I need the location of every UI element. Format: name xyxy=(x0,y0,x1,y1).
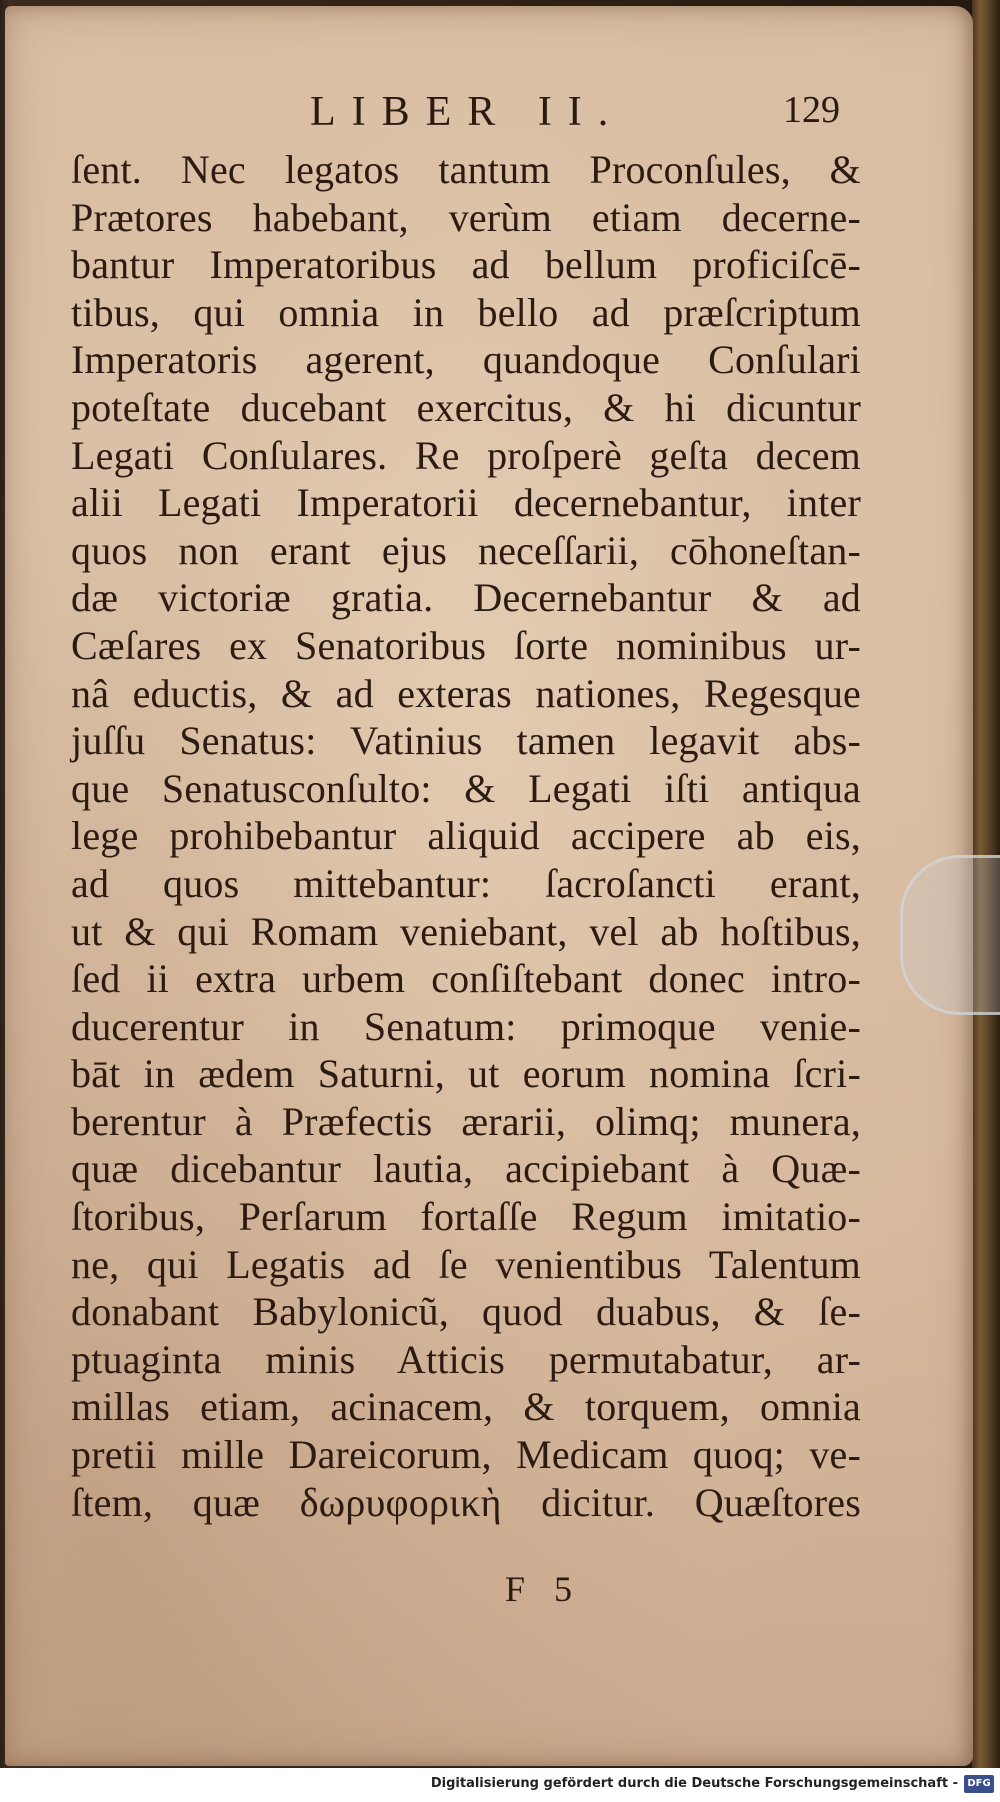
text-line: quos non erant ejus neceſſarii, cōhoneſtan- xyxy=(71,527,861,573)
digitization-footer xyxy=(0,1768,1000,1802)
text-line: millas etiam, acinacem, & torquem, omnia xyxy=(71,1384,861,1430)
text-line: dæ victoriæ gratia. Decernebantur & ad xyxy=(71,575,861,621)
text-line: Prætores habebant, verùm etiam decerne- xyxy=(71,194,861,240)
body-text xyxy=(71,146,861,1526)
text-line: bāt in ædem Saturni, ut eorum nomina ſcri- xyxy=(71,1051,861,1097)
dfg-logo: DFG xyxy=(964,1775,994,1793)
text-line: pretii mille Dareicorum, Medicam quoq; ve- xyxy=(71,1432,861,1478)
text-line: tibus, qui omnia in bello ad præſcriptum xyxy=(71,289,861,335)
text-line: nâ eductis, & ad exteras nationes, Regesque xyxy=(71,670,861,716)
text-line: lege prohibebantur aliquid accipere ab eis, xyxy=(71,813,861,859)
text-line: donabant Babylonicũ, quod duabus, & ſe- xyxy=(71,1289,861,1335)
text-line: juſſu Senatus: Vatinius tamen legavit abs- xyxy=(71,718,861,764)
text-line: ducerentur in Senatum: primoque venie- xyxy=(71,1003,861,1049)
text-line: Cæſares ex Senatoribus ſorte nominibus ur- xyxy=(71,622,861,668)
page-clip xyxy=(900,855,1000,1015)
text-line: ptuaginta minis Atticis permutabatur, ar- xyxy=(71,1336,861,1382)
book-page xyxy=(5,6,973,1766)
text-line: ſent. Nec legatos tantum Proconſules, & xyxy=(71,147,861,192)
signature-mark: F 5 xyxy=(505,1569,583,1609)
page-number: 129 xyxy=(783,89,840,131)
text-line: quæ dicebantur lautia, accipiebant à Quæ- xyxy=(71,1146,861,1192)
text-line: berentur à Præfectis ærarii, olimq; munera, xyxy=(71,1098,861,1144)
text-line: Imperatoris agerent, quandoque Conſulari xyxy=(71,337,861,383)
text-line: ſtem, quæ δωρυφορικὴ dicitur. Quæſtores xyxy=(71,1479,861,1525)
running-head: LIBER II. xyxy=(310,89,625,135)
text-line: que Senatusconſulto: & Legati iſti antiqua xyxy=(71,765,861,811)
text-line: Legati Conſulares. Re proſperè geſta decem xyxy=(71,432,861,478)
text-line: alii Legati Imperatorii decernebantur, inter xyxy=(71,480,861,526)
text-line: poteſtate ducebant exercitus, & hi dicuntur xyxy=(71,384,861,430)
text-line: ne, qui Legatis ad ſe venientibus Talentum xyxy=(71,1241,861,1287)
page-header xyxy=(5,88,973,140)
text-line: ſtoribus, Perſarum fortaſſe Regum imitatio- xyxy=(71,1194,861,1240)
text-line: ut & qui Romam veniebant, vel ab hoſtibus, xyxy=(71,908,861,954)
text-line: ſed ii extra urbem conſiſtebant donec intro- xyxy=(71,956,861,1002)
text-line: ad quos mittebantur: ſacroſancti erant, xyxy=(71,860,861,906)
funding-credit: Digitalisierung gefördert durch die Deutsche Forschungsgemeinschaft - xyxy=(430,1776,958,1791)
text-line: bantur Imperatoribus ad bellum proficiſcē- xyxy=(71,242,861,288)
